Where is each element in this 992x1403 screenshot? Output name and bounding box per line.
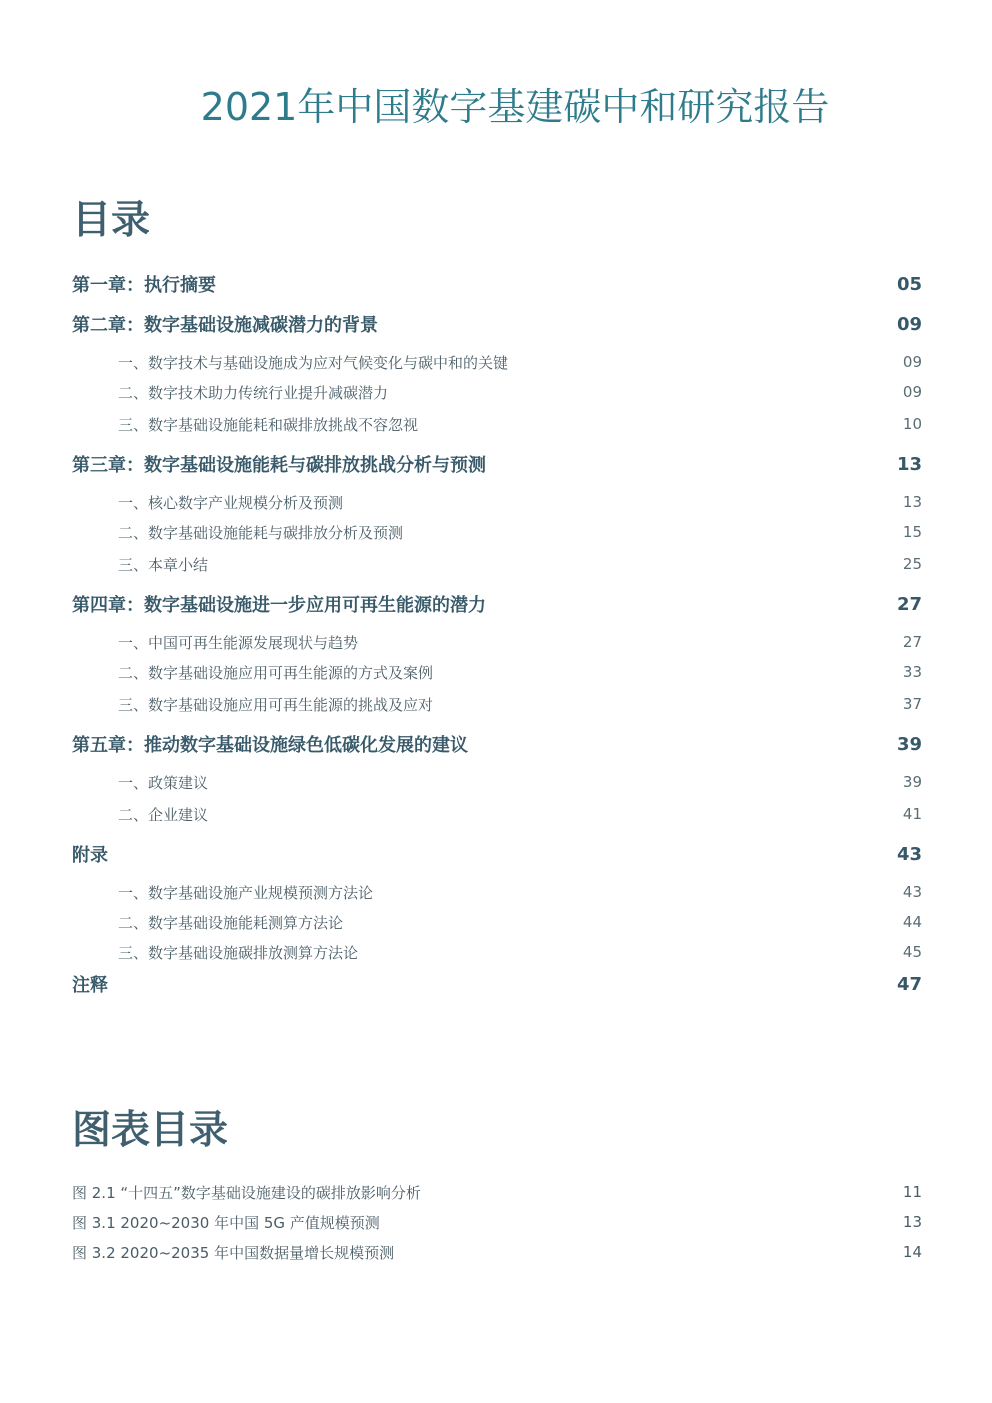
entry-label: 一、数字技术与基础设施成为应对气候变化与碳中和的关键 xyxy=(118,353,509,372)
entry-page-number: 09 xyxy=(902,383,922,401)
entry-label: 二、企业建议 xyxy=(118,805,209,824)
entry-label: 图 3.2 2020~2035 年中国数据量增长规模预测 xyxy=(72,1243,395,1262)
figure-entry[interactable] xyxy=(72,1181,922,1203)
entry-label: 第三章：数字基础设施能耗与碳排放挑战分析与预测 xyxy=(72,455,486,476)
entry-page-number: 09 xyxy=(902,353,922,371)
toc-chapter-entry[interactable] xyxy=(72,270,922,298)
entry-page-number: 39 xyxy=(896,733,922,755)
entry-label: 三、数字基础设施碳排放测算方法论 xyxy=(118,943,359,962)
toc-chapter-entry[interactable] xyxy=(72,840,922,868)
toc-section-entry[interactable] xyxy=(72,881,922,903)
entry-page-number: 14 xyxy=(902,1243,922,1261)
toc-section-entry[interactable] xyxy=(72,351,922,373)
toc-chapter-entry[interactable] xyxy=(72,970,922,998)
toc-chapter-entry[interactable] xyxy=(72,310,922,338)
entry-page-number: 25 xyxy=(902,555,922,573)
entry-label: 附录 xyxy=(72,845,108,866)
entry-label: 三、本章小结 xyxy=(118,555,209,574)
entry-label: 三、数字基础设施应用可再生能源的挑战及应对 xyxy=(118,695,434,714)
entry-page-number: 27 xyxy=(902,633,922,651)
toc-section-entry[interactable] xyxy=(72,381,922,403)
entry-label: 二、数字技术助力传统行业提升减碳潜力 xyxy=(118,383,389,402)
entry-label: 第五章：推动数字基础设施绿色低碳化发展的建议 xyxy=(72,735,468,756)
entry-page-number: 43 xyxy=(902,883,922,901)
entry-page-number: 13 xyxy=(902,493,922,511)
entry-page-number: 44 xyxy=(902,913,922,931)
toc-section-entry[interactable] xyxy=(72,413,922,435)
entry-label: 一、数字基础设施产业规模预测方法论 xyxy=(118,883,374,902)
entry-page-number: 05 xyxy=(896,273,922,295)
toc-section-entry[interactable] xyxy=(72,911,922,933)
entry-page-number: 47 xyxy=(896,973,922,995)
entry-label: 第四章：数字基础设施进一步应用可再生能源的潜力 xyxy=(72,595,486,616)
entry-label: 三、数字基础设施能耗和碳排放挑战不容忽视 xyxy=(118,415,419,434)
toc-section-entry[interactable] xyxy=(72,521,922,543)
toc-section-entry[interactable] xyxy=(72,941,922,963)
entry-label: 第二章：数字基础设施减碳潜力的背景 xyxy=(72,315,378,336)
entry-label: 第一章：执行摘要 xyxy=(72,275,216,296)
toc-section-entry[interactable] xyxy=(72,693,922,715)
entry-label: 二、数字基础设施应用可再生能源的方式及案例 xyxy=(118,663,434,682)
toc-section-entry[interactable] xyxy=(72,661,922,683)
entry-page-number: 15 xyxy=(902,523,922,541)
entry-page-number: 33 xyxy=(902,663,922,681)
toc-heading: 目录 xyxy=(72,198,151,243)
entry-label: 二、数字基础设施能耗测算方法论 xyxy=(118,913,344,932)
toc-chapter-entry[interactable] xyxy=(72,590,922,618)
figure-entry[interactable] xyxy=(72,1211,922,1233)
entry-page-number: 13 xyxy=(902,1213,922,1231)
entry-page-number: 11 xyxy=(902,1183,922,1201)
toc-section-entry[interactable] xyxy=(72,491,922,513)
figure-list-heading: 图表目录 xyxy=(72,1108,229,1153)
entry-label: 二、数字基础设施能耗与碳排放分析及预测 xyxy=(118,523,404,542)
entry-label: 注释 xyxy=(72,975,108,996)
toc-chapter-entry[interactable] xyxy=(72,730,922,758)
entry-page-number: 37 xyxy=(902,695,922,713)
toc-section-entry[interactable] xyxy=(72,553,922,575)
entry-page-number: 39 xyxy=(902,773,922,791)
entry-page-number: 43 xyxy=(896,843,922,865)
figure-entry[interactable] xyxy=(72,1241,922,1263)
toc-section-entry[interactable] xyxy=(72,771,922,793)
entry-page-number: 41 xyxy=(902,805,922,823)
entry-page-number: 13 xyxy=(896,453,922,475)
toc-section-entry[interactable] xyxy=(72,631,922,653)
toc-chapter-entry[interactable] xyxy=(72,450,922,478)
entry-label: 一、政策建议 xyxy=(118,773,209,792)
entry-label: 一、核心数字产业规模分析及预测 xyxy=(118,493,344,512)
document-title: 2021年中国数字基建碳中和研究报告 xyxy=(200,85,830,129)
entry-page-number: 09 xyxy=(896,313,922,335)
entry-page-number: 10 xyxy=(902,415,922,433)
entry-page-number: 45 xyxy=(902,943,922,961)
entry-label: 图 2.1 “十四五”数字基础设施建设的碳排放影响分析 xyxy=(72,1183,421,1202)
toc-section-entry[interactable] xyxy=(72,803,922,825)
entry-label: 图 3.1 2020~2030 年中国 5G 产值规模预测 xyxy=(72,1213,380,1232)
entry-page-number: 27 xyxy=(896,593,922,615)
entry-label: 一、中国可再生能源发展现状与趋势 xyxy=(118,633,359,652)
